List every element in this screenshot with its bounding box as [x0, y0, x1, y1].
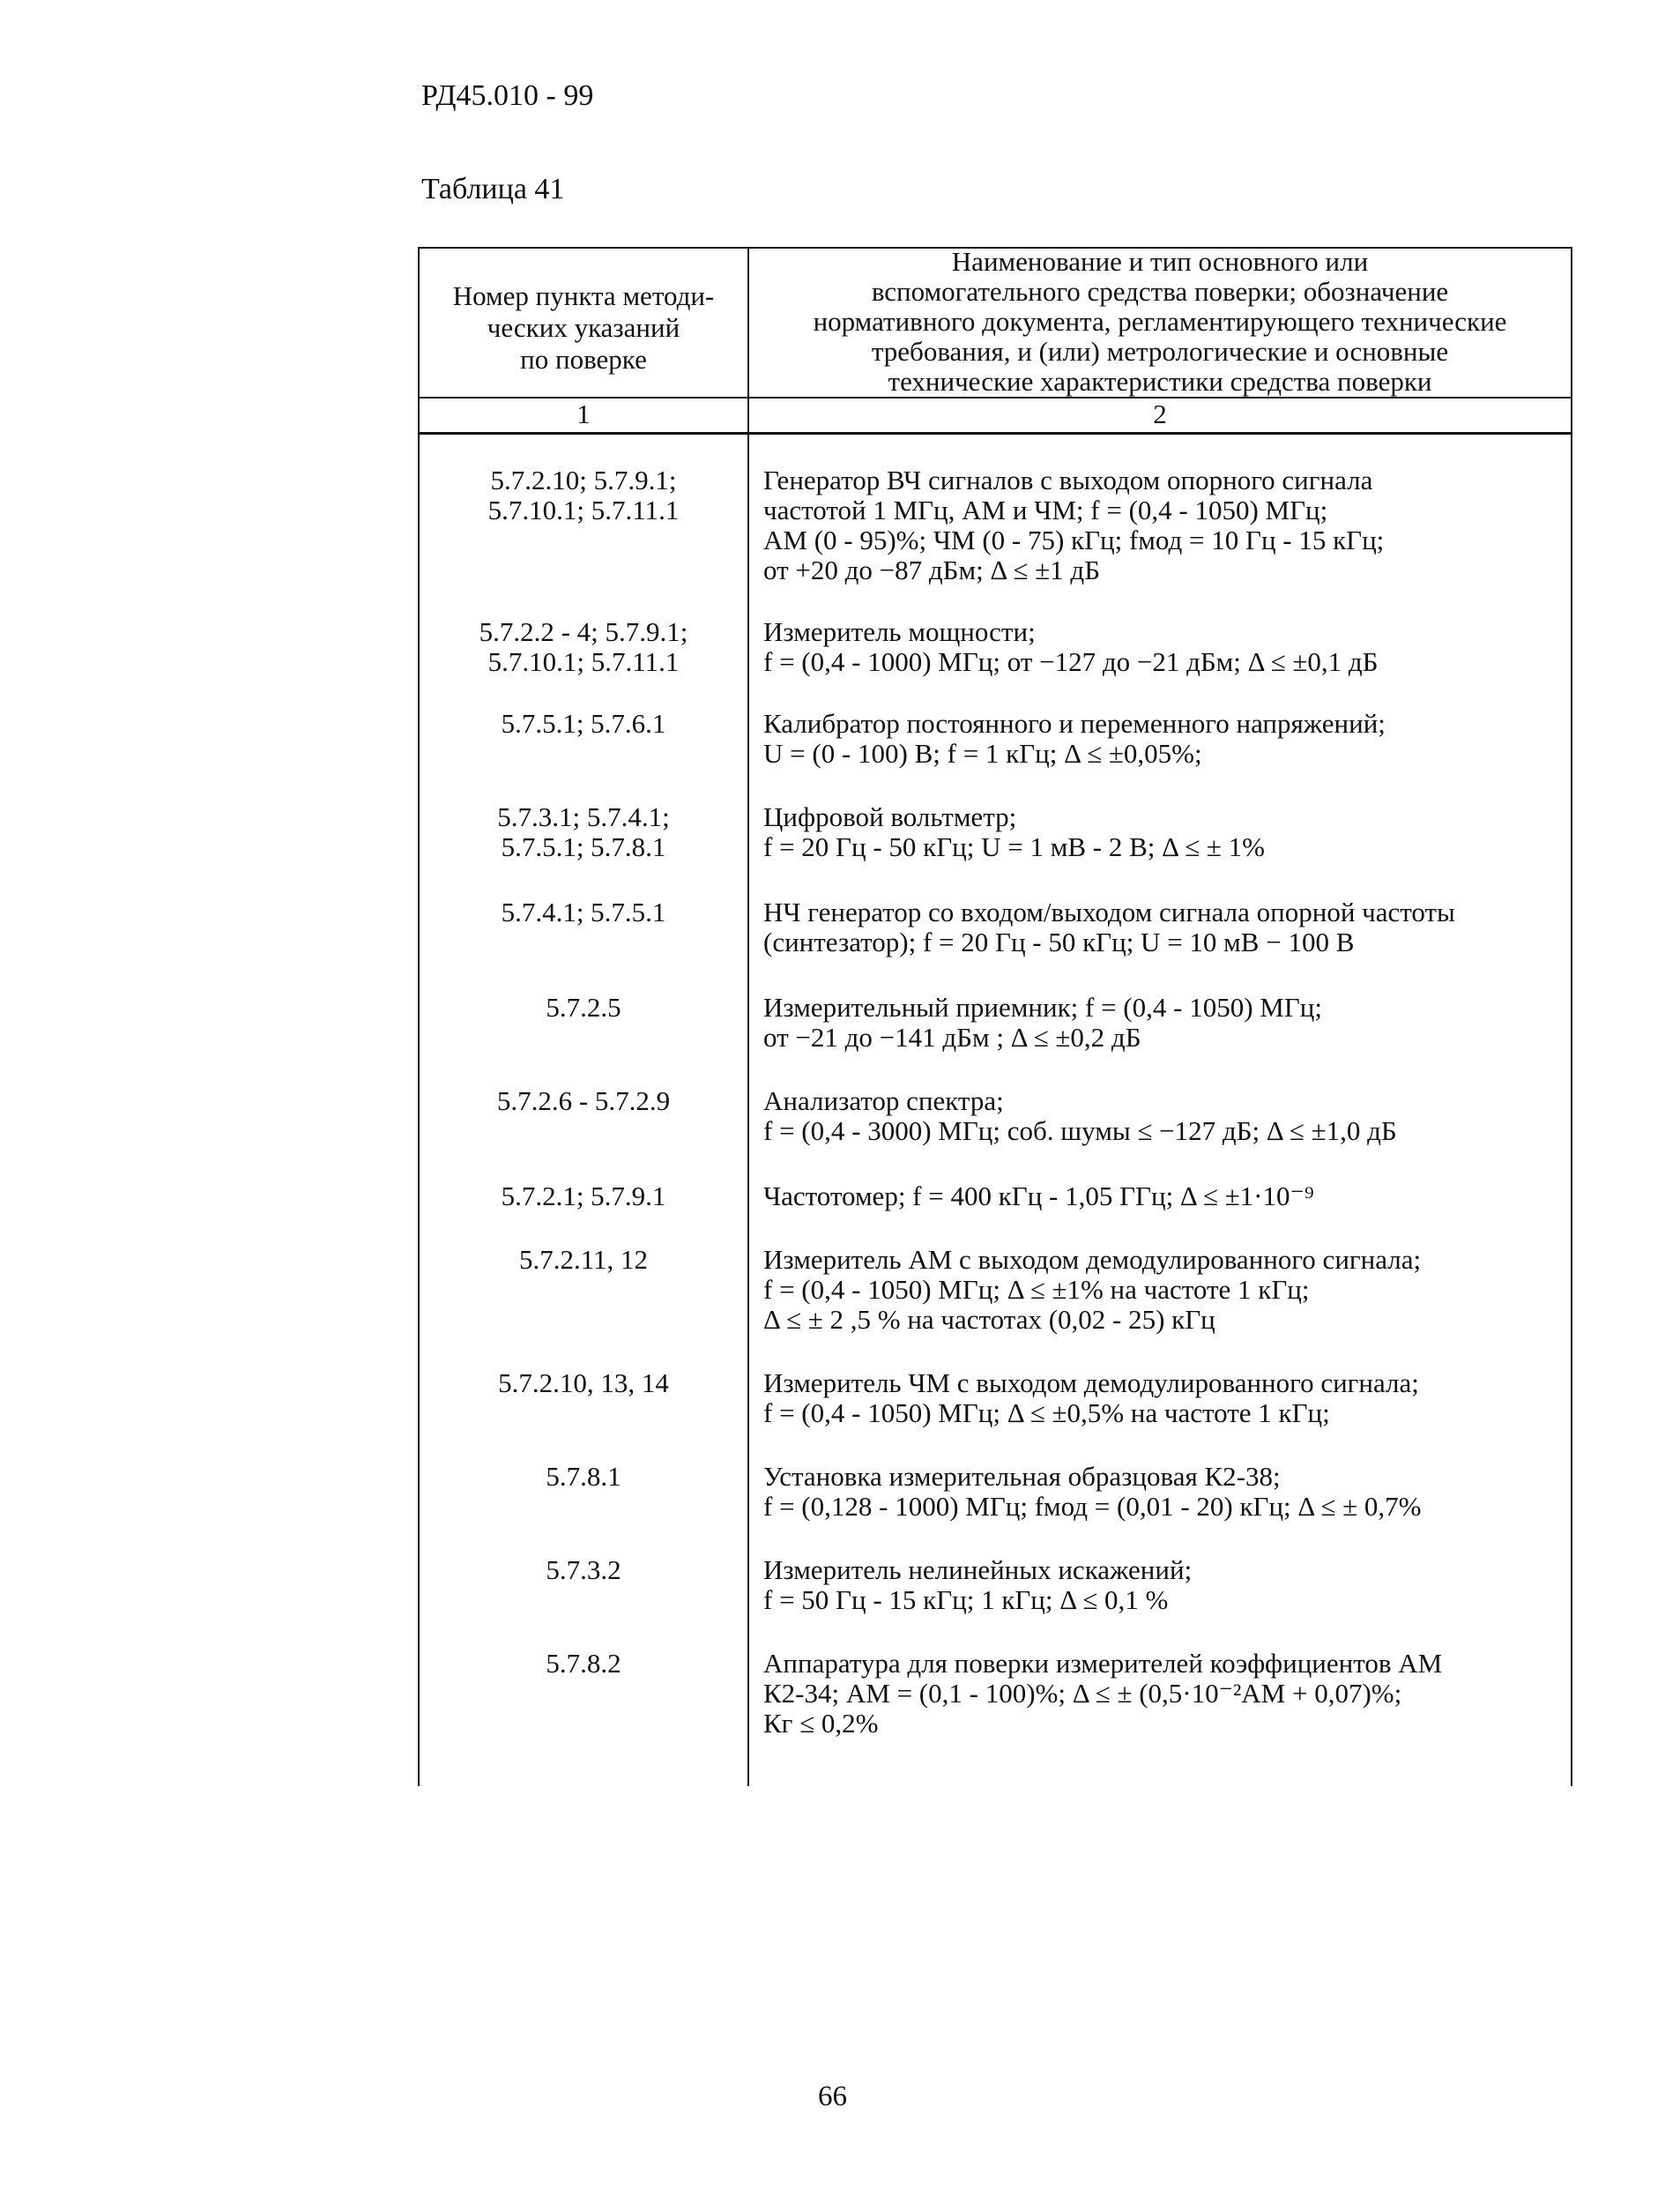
- row-instrument: НЧ генератор со входом/выходом сигнала опорной частоты (синтезатор); f = 20 Гц - 50 кГц; U = 10 мВ − 100 В: [763, 897, 1455, 957]
- table-right-border: [1571, 247, 1572, 1786]
- row-clause: 5.7.3.1; 5.7.4.1; 5.7.5.1; 5.7.8.1: [497, 801, 670, 862]
- row-instrument: Измеритель АМ с выходом демодулированного сигнала; f = (0,4 - 1050) МГц; Δ ≤ ±1% на частоте 1 кГц; Δ ≤ ± 2 ,5 % на частотах (0,02 - 25) кГц: [763, 1244, 1422, 1335]
- number-row-divider: [420, 432, 1571, 435]
- row-clause: 5.7.2.11, 12: [518, 1244, 649, 1275]
- header-col1: Номер пункта методи- ческих указаний по поверке: [452, 280, 715, 375]
- row-instrument: Измеритель нелинейных искажений; f = 50 Гц - 15 кГц; 1 кГц; Δ ≤ 0,1 %: [763, 1554, 1193, 1615]
- row-clause: 5.7.2.2 - 4; 5.7.9.1; 5.7.10.1; 5.7.11.1: [479, 616, 688, 677]
- row-clause: 5.7.2.1; 5.7.9.1: [501, 1180, 666, 1211]
- row-clause: 5.7.2.10; 5.7.9.1; 5.7.10.1; 5.7.11.1: [487, 465, 680, 525]
- row-clause: 5.7.2.5: [546, 992, 621, 1023]
- page-number: 66: [818, 2081, 847, 2112]
- table: [418, 247, 1571, 1786]
- row-instrument: Установка измерительная образцовая К2-38; f = (0,128 - 1000) МГц; fмод = (0,01 - 20) кГц; Δ ≤ ± 0,7%: [763, 1461, 1422, 1522]
- column-divider: [747, 247, 749, 1786]
- row-instrument: Измеритель ЧМ с выходом демодулированного сигнала; f = (0,4 - 1050) МГц; Δ ≤ ±0,5% на частоте 1 кГц;: [763, 1367, 1419, 1428]
- row-instrument: Измеритель мощности; f = (0,4 - 1000) МГц; от −127 до −21 дБм; Δ ≤ ±0,1 дБ: [763, 616, 1379, 677]
- column-number-1: 1: [576, 398, 591, 429]
- row-clause: 5.7.2.6 - 5.7.2.9: [496, 1085, 671, 1116]
- row-instrument: Анализатор спектра; f = (0,4 - 3000) МГц; соб. шумы ≤ −127 дБ; Δ ≤ ±1,0 дБ: [763, 1085, 1397, 1146]
- row-instrument: Калибратор постоянного и переменного напряжений; U = (0 - 100) В; f = 1 кГц; Δ ≤ ±0,05%;: [763, 708, 1386, 769]
- row-instrument: Частотомер; f = 400 кГц - 1,05 ГГц; Δ ≤ ±1·10⁻⁹: [763, 1180, 1314, 1211]
- row-clause: 5.7.2.10, 13, 14: [498, 1367, 669, 1398]
- header-col2: Наименование и тип основного или вспомогательного средства поверки; обозначение нормативного документа, регламентирующего технические требования, и (или) метрологические и основные технические характеристики средства поверки: [813, 246, 1507, 397]
- row-instrument: Генератор ВЧ сигналов с выходом опорного сигнала частотой 1 МГц, АМ и ЧМ; f = (0,4 - 1050) МГц; АМ (0 - 95)%; ЧМ (0 - 75) кГц; fмод = 10 Гц - 15 кГц; от +20 до −87 дБм; Δ ≤ ±1 дБ: [763, 465, 1385, 585]
- row-clause: 5.7.5.1; 5.7.6.1: [501, 708, 666, 739]
- row-instrument: Цифровой вольтметр; f = 20 Гц - 50 кГц; U = 1 мВ - 2 В; Δ ≤ ± 1%: [763, 801, 1265, 862]
- document-code: РД45.010 - 99: [421, 79, 594, 112]
- table-title: Таблица 41: [421, 173, 565, 205]
- row-clause: 5.7.8.2: [546, 1648, 621, 1679]
- row-instrument: Аппаратура для поверки измерителей коэффициентов АМ К2-34; АМ = (0,1 - 100)%; Δ ≤ ± (0,5·10⁻²АМ + 0,07)%; Кг ≤ 0,2%: [763, 1648, 1443, 1739]
- row-instrument: Измерительный приемник; f = (0,4 - 1050) МГц; от −21 до −141 дБм ; Δ ≤ ±0,2 дБ: [763, 992, 1322, 1053]
- row-clause: 5.7.8.1: [546, 1461, 621, 1492]
- row-clause: 5.7.4.1; 5.7.5.1: [501, 897, 666, 927]
- column-number-2: 2: [1153, 398, 1167, 429]
- row-clause: 5.7.3.2: [546, 1554, 621, 1585]
